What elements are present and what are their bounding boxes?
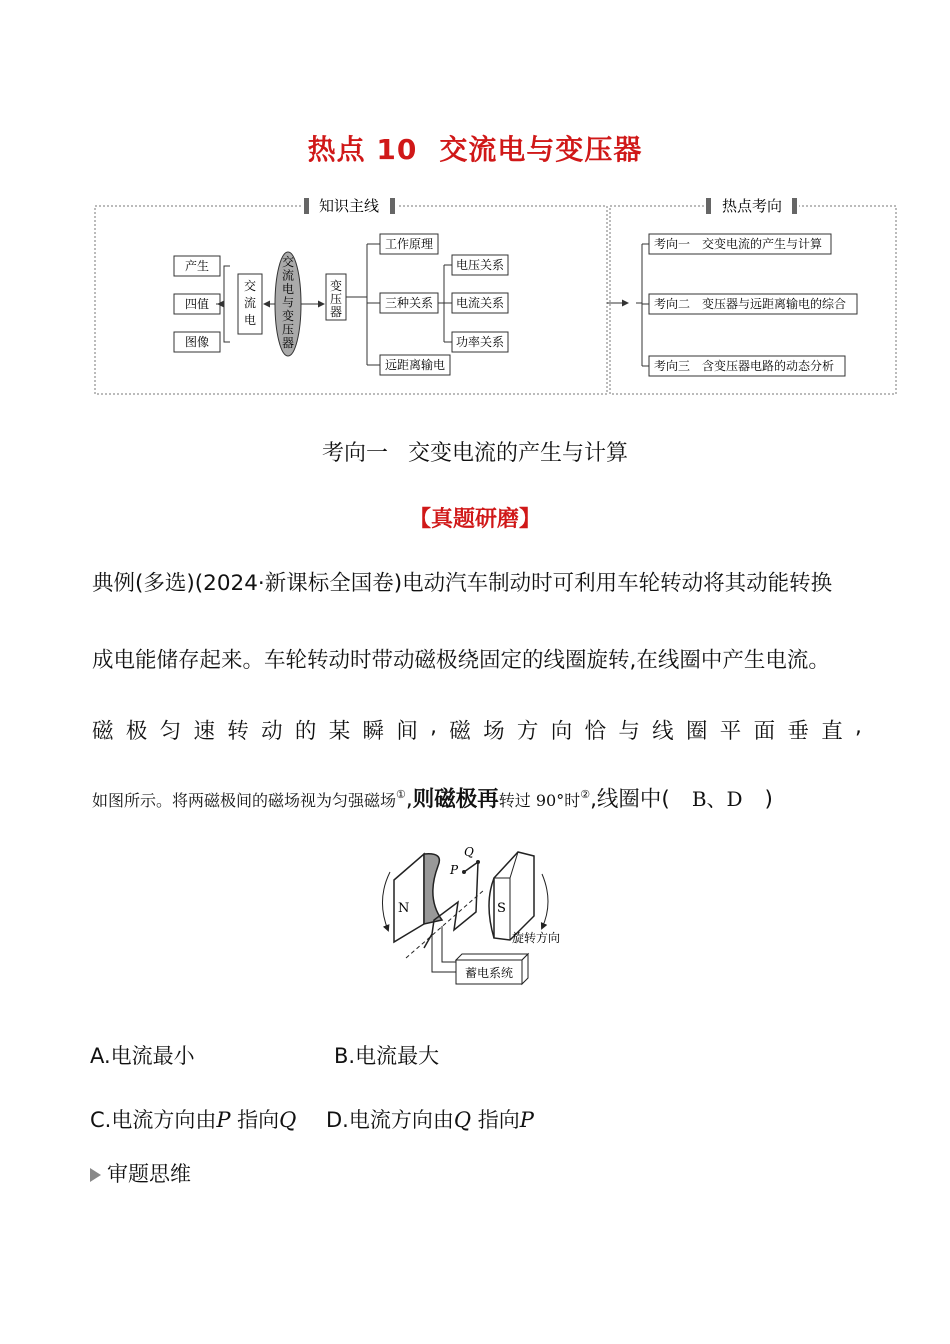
left-box-label: 产生 <box>184 259 210 273</box>
char: 方 <box>516 719 539 744</box>
char: , <box>430 714 437 739</box>
char: 磁 <box>92 719 114 744</box>
panel-label-knowledge: 知识主线 <box>318 197 380 215</box>
transformer-char: 压 <box>329 292 343 306</box>
analysis-heading[interactable] <box>90 1158 191 1188</box>
relation-label: 功率关系 <box>455 335 505 349</box>
char: 的 <box>294 719 317 744</box>
char: 间 <box>396 719 418 744</box>
problem-text-3: ,线圈中( <box>590 787 670 812</box>
option-a[interactable]: A.电流最小 <box>90 1044 195 1068</box>
char: 直 <box>821 719 843 744</box>
problem-line-4 <box>92 782 773 813</box>
rotation-label: 旋转方向 <box>512 931 561 945</box>
char: 与 <box>618 719 640 744</box>
char: , <box>855 714 862 739</box>
generator-figure <box>372 842 582 992</box>
ac-char: 电 <box>243 313 257 327</box>
emphasis-text: 则磁极再 <box>412 787 499 812</box>
oval-char: 与 <box>281 295 295 310</box>
annotation-mark-1: ① <box>396 787 406 801</box>
char: 瞬 <box>362 719 385 744</box>
char: 转 <box>227 719 249 744</box>
option-d-text: D.电流方向由 <box>326 1108 454 1132</box>
problem-line-1: 典例(多选)(2024·新课标全国卷)电动汽车制动时可利用车轮转动将其动能转换 <box>92 571 833 596</box>
option-b[interactable]: B.电流最大 <box>334 1044 440 1068</box>
storage-label: 蓄电系统 <box>464 966 514 980</box>
analysis-label: 审题思维 <box>107 1162 191 1186</box>
problem-line-3 <box>92 714 862 745</box>
relation-label: 电压关系 <box>455 258 505 272</box>
symbol-p: P <box>216 1108 231 1132</box>
symbol-q: Q <box>279 1108 297 1132</box>
n-magnet <box>394 854 424 942</box>
section-heading <box>0 436 950 467</box>
annotation-mark-2: ② <box>580 787 591 801</box>
left-box-label: 图像 <box>184 335 210 349</box>
direction-label: 考向三 含变压器电路的动态分析 <box>654 359 835 373</box>
char: 线 <box>652 719 674 744</box>
section-title: 交变电流的产生与计算 <box>408 441 629 466</box>
left-panel <box>95 206 607 394</box>
transformer-char: 变 <box>329 279 343 293</box>
south-label: S <box>497 901 506 916</box>
branch-label: 远距离输电 <box>384 358 446 372</box>
option-d-text-2: 指向 <box>477 1108 520 1132</box>
answer: B、D <box>691 787 743 811</box>
char: 圈 <box>685 719 708 744</box>
option-c[interactable] <box>90 1104 296 1134</box>
option-d[interactable] <box>326 1104 534 1134</box>
title-text: 交流电与变压器 <box>439 133 643 166</box>
problem-text: 如图所示。将两磁极间的磁场视为匀强磁场 <box>92 791 397 810</box>
title-number: 热点 10 <box>307 133 418 166</box>
char: 某 <box>328 719 351 744</box>
char: 场 <box>483 719 505 744</box>
char: 垂 <box>787 719 809 744</box>
symbol-q: Q <box>453 1108 472 1132</box>
section-number: 考向一 <box>321 441 388 466</box>
char: 匀 <box>159 719 182 744</box>
option-c-text: C.电流方向由 <box>90 1108 217 1132</box>
point-p-label: P <box>450 863 459 877</box>
problem-text-2: 转过 90°时 <box>498 791 581 810</box>
char: 极 <box>125 719 148 744</box>
point-q-label: Q <box>464 845 474 859</box>
oval-char: 变 <box>281 309 295 323</box>
ac-char: 流 <box>243 296 257 310</box>
page-title <box>0 128 950 168</box>
knowledge-diagram <box>92 190 900 400</box>
char: 磁 <box>449 719 471 744</box>
triangle-right-icon <box>90 1168 101 1182</box>
char: 速 <box>193 719 215 744</box>
oval-char: 流 <box>281 268 295 283</box>
char: 平 <box>719 719 742 744</box>
problem-line-2: 成电能储存起来。车轮转动时带动磁极绕固定的线圈旋转,在线圈中产生电流。 <box>92 648 830 673</box>
left-box-label: 四值 <box>184 297 210 311</box>
ac-char: 交 <box>243 279 257 293</box>
north-label: N <box>398 901 410 916</box>
oval-char: 电 <box>281 282 295 296</box>
oval-char: 交 <box>281 255 295 269</box>
option-c-text-2: 指向 <box>237 1108 280 1132</box>
close-paren: ) <box>764 787 773 812</box>
relation-label: 电流关系 <box>455 296 505 310</box>
comma: , <box>405 787 413 812</box>
panel-label-hotspot: 热点考向 <box>721 197 783 215</box>
branch-label: 三种关系 <box>384 296 434 310</box>
direction-label: 考向二 变压器与远距离输电的综合 <box>654 297 847 311</box>
char: 向 <box>550 719 573 744</box>
char: 动 <box>261 719 283 744</box>
oval-char: 器 <box>281 336 295 350</box>
char: 恰 <box>584 719 607 744</box>
left-boxes <box>174 256 220 352</box>
oval-char: 压 <box>281 322 295 337</box>
symbol-p: P <box>519 1108 534 1132</box>
section-tag: 【真题研磨】 <box>408 507 541 532</box>
char: 面 <box>753 719 776 744</box>
transformer-char: 器 <box>329 305 343 319</box>
direction-label: 考向一 交变电流的产生与计算 <box>654 237 823 251</box>
branch-label: 工作原理 <box>384 237 434 251</box>
